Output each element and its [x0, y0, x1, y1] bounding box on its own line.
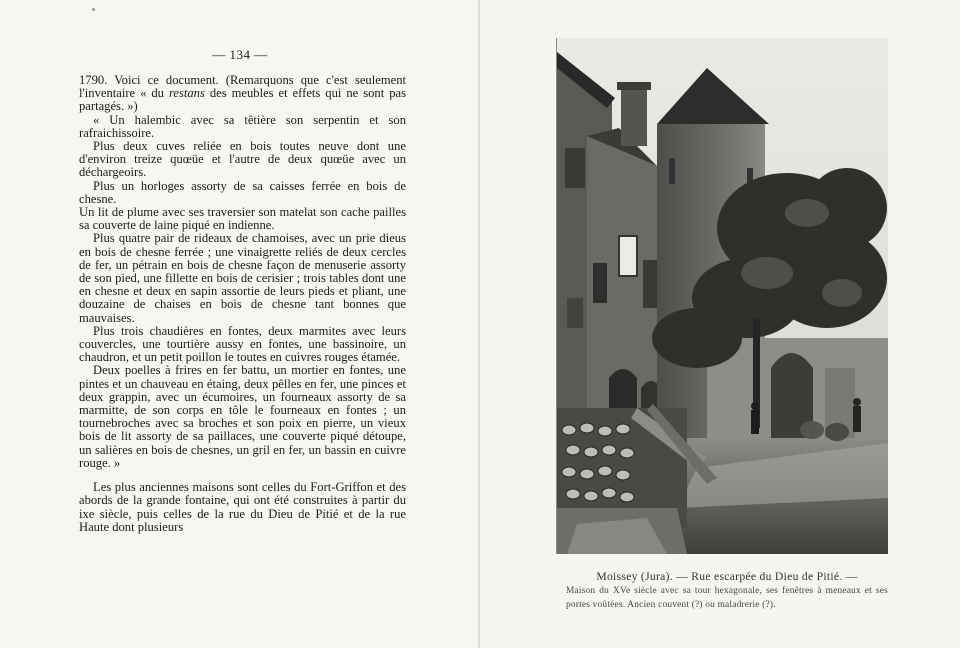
photo-caption — [566, 570, 888, 612]
page-number: — 134 — — [212, 47, 268, 62]
paragraph: Deux poelles à frires en fer battu, un mortier en fontes, une pintes et un chauveau en étaing, deux pêlles en fer, une pinces et deux grappin, avec un écumoires, un fourneaux assorty de sa marmitte, de son corps en tôle le fourneaux en fontes ; un tournebroches avec sa broches et son poix en pierre, un vieux bois de lit assorty de sa paillaces, une couverte piqué détoupe, un salières en bois de chesnes, un gril en fer, un bassin en cuivre rouge. » — [79, 363, 406, 470]
paper-speck — [92, 8, 95, 11]
italic-word: restans — [168, 86, 205, 101]
paragraph: 1790. Voici ce document. (Remarquons que c'est seulement l'inventaire « du restans des meubles et effets qui ne sont pas partagés. ») — [79, 73, 406, 114]
caption-title: Moissey (Jura). — Rue escarpée du Dieu de Pitié. — — [596, 570, 858, 583]
caption-description: Maison du XVe siècle avec sa tour hexagonale, ses fenêtres à meneaux et ses portes voûtées. Ancien couvent (?) ou maladrerie (?). — [566, 586, 888, 610]
paragraph: Plus trois chaudières en fontes, deux marmites avec leurs couvercles, une tourtière aussy en fontes, une bassinoire, un chaudron, et un petit poillon le toutes en cuivres rouges étamée. — [79, 323, 406, 365]
paragraph: Plus un horloges assorty de sa caisses ferrée en bois de chesne. — [79, 178, 406, 206]
body-text — [79, 74, 406, 534]
village-street-photograph — [556, 38, 888, 554]
paragraph: Plus quatre pair de rideaux de chamoises, avec un prie dieus en bois de chesne ferrée ; une vinaigrette reliés de deux cercles de fer, un pétrain en bois de chesne façon de menuserie assorty de son pied, une fillette en bois de cerisier ; trois tables dont une en chesne et deux en sapin assortie de leurs pieds et pliant, une douzaine de chaises en bois de chesne tant bonnes que mauvaises. — [79, 231, 406, 325]
paragraph: « Un halembic avec sa têtière son serpentin et son rafraichissoire. — [79, 112, 406, 140]
paragraph: Plus deux cuves reliée en bois toutes neuve dont une d'environ treize quœüe et l'autre de deux quœüe avec un déchargeoirs. — [79, 139, 406, 180]
paragraph: Un lit de plume avec ses traversier son matelat son cache pailles sa couverte de laine piqué en indienne. — [79, 205, 406, 233]
paragraph: Les plus anciennes maisons sont celles du Fort-Griffon et des abords de la grande fontaine, qui ont été construites à partir du ixe siècle, puis celles de la rue du Dieu de Pitié et de la rue Haute dont plusieurs — [79, 480, 406, 534]
